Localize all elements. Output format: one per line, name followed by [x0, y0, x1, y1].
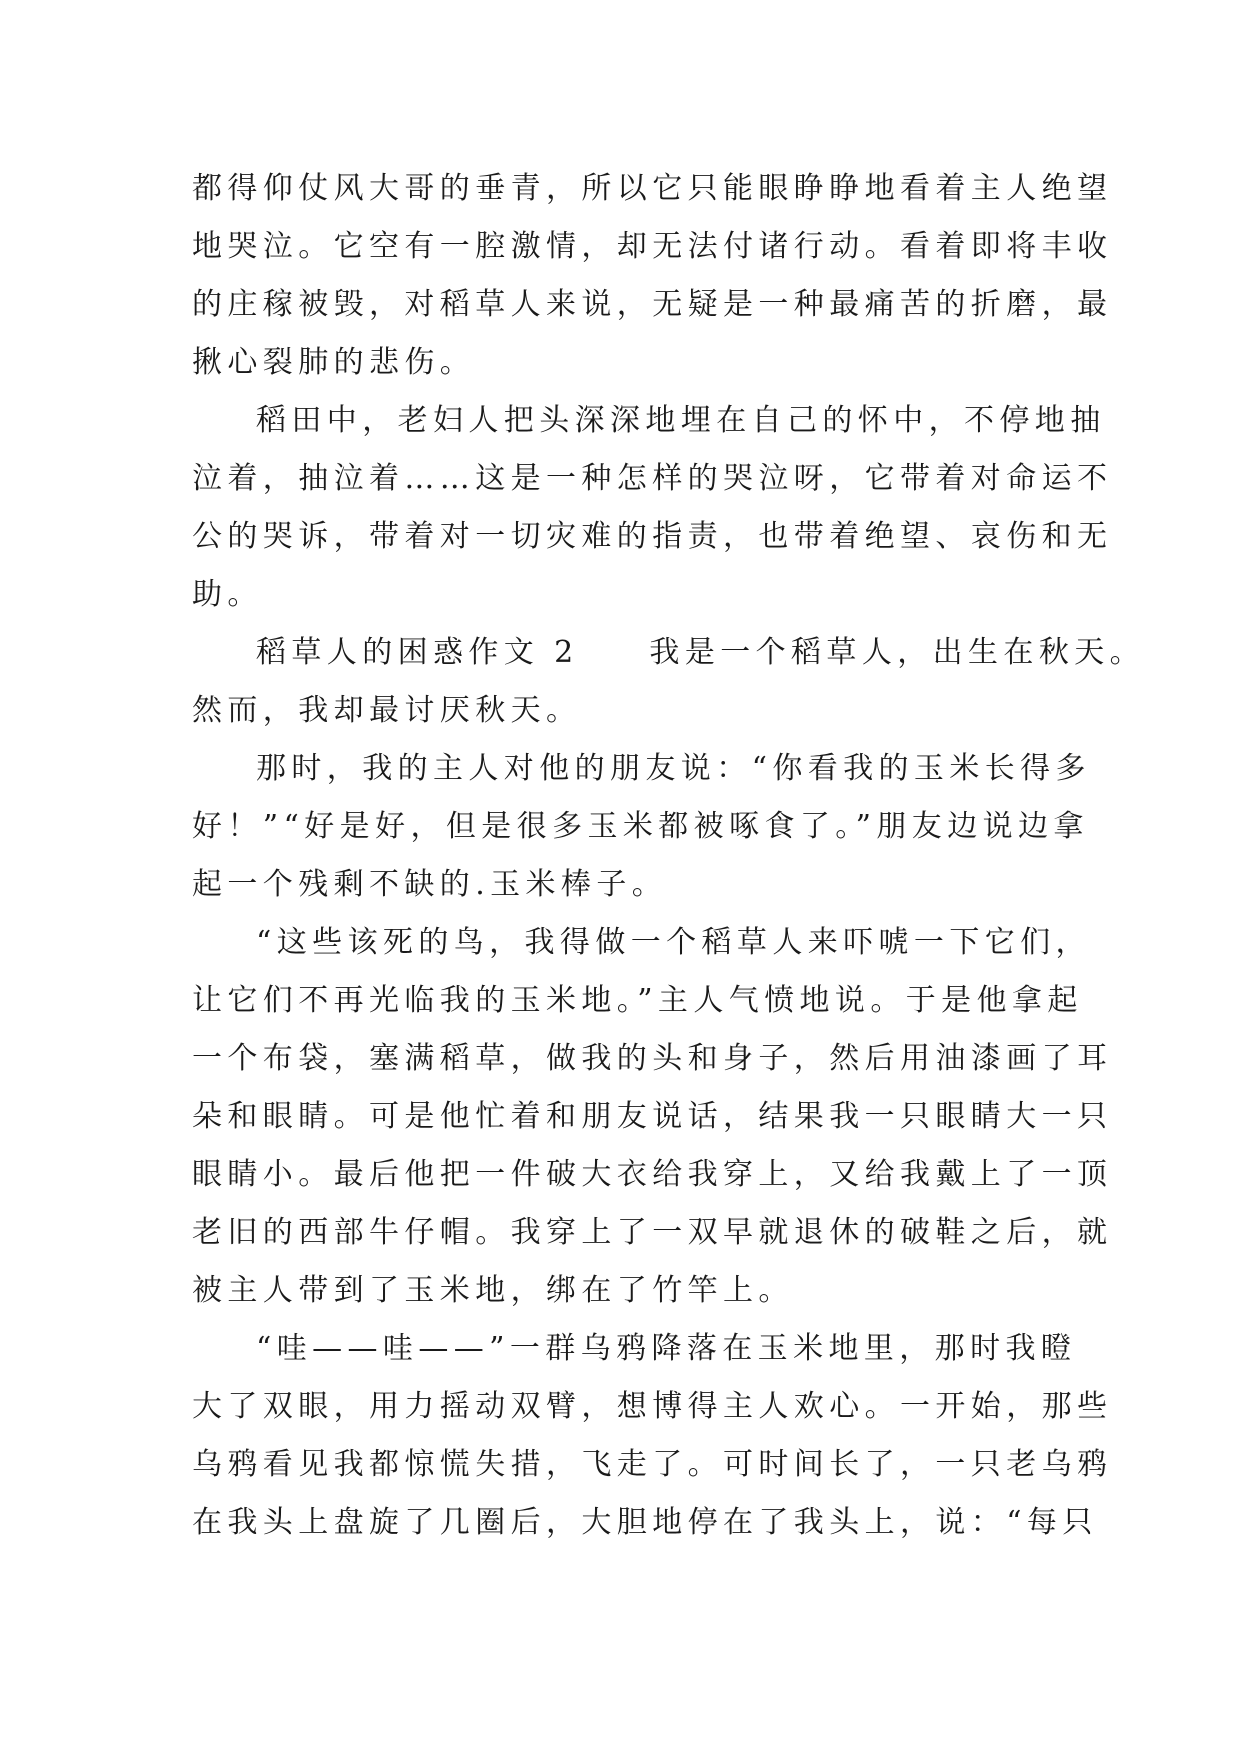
text-line: 起一个残剩不缺的.玉米棒子。 — [192, 867, 668, 902]
text-line: 都得仰仗风大哥的垂青，所以它只能眼睁睁地看着主人绝望 — [192, 171, 1113, 206]
text-line: 眼睛小。最后他把一件破大衣给我穿上，又给我戴上了一顶 — [192, 1157, 1113, 1192]
document-body — [192, 160, 1146, 1552]
text-line: 被主人带到了玉米地，绑在了竹竿上。 — [192, 1273, 794, 1308]
paragraph-first-line: “哇——哇——”一群乌鸦降落在玉米地里，那时我瞪 — [256, 1331, 1077, 1366]
text-line: 朵和眼睛。可是他忙着和朋友说话，结果我一只眼睛大一只 — [192, 1099, 1113, 1134]
text-line: 大了双眼，用力摇动双臂，想博得主人欢心。一开始，那些 — [192, 1389, 1113, 1424]
text-line: 地哭泣。它空有一腔激情，却无法付诸行动。看着即将丰收 — [192, 229, 1113, 264]
text-line: 乌鸦看见我都惊慌失措，飞走了。可时间长了，一只老乌鸦 — [192, 1447, 1113, 1482]
paragraph-first-line: 那时，我的主人对他的朋友说：“你看我的玉米长得多 — [256, 751, 1091, 786]
text-line: 老旧的西部牛仔帽。我穿上了一双早就退休的破鞋之后，就 — [192, 1215, 1113, 1250]
text-line: 然而，我却最讨厌秋天。 — [192, 693, 582, 728]
text-line: 公的哭诉，带着对一切灾难的指责，也带着绝望、哀伤和无 — [192, 519, 1113, 554]
text-line: 助。 — [192, 577, 263, 612]
paragraph-first-line: 稻田中，老妇人把头深深地埋在自己的怀中，不停地抽 — [256, 403, 1106, 438]
essay-title-line: 稻草人的困惑作文 2 我是一个稻草人，出生在秋天。 — [256, 635, 1146, 670]
text-line: 在我头上盘旋了几圈后，大胆地停在了我头上，说：“每只 — [192, 1505, 1098, 1540]
text-line: 让它们不再光临我的玉米地。”主人气愤地说。于是他拿起 — [192, 983, 1083, 1018]
text-line: 一个布袋，塞满稻草，做我的头和身子，然后用油漆画了耳 — [192, 1041, 1113, 1076]
paragraph-first-line: “这些该死的鸟，我得做一个稻草人来吓唬一下它们， — [256, 925, 1091, 960]
text-line: 的庄稼被毁，对稻草人来说，无疑是一种最痛苦的折磨，最 — [192, 287, 1113, 322]
text-line: 揪心裂肺的悲伤。 — [192, 345, 476, 380]
text-line: 好！”“好是好，但是很多玉米都被啄食了。”朋友边说边拿 — [192, 809, 1089, 844]
text-line: 泣着，抽泣着……这是一种怎样的哭泣呀，它带着对命运不 — [192, 461, 1113, 496]
